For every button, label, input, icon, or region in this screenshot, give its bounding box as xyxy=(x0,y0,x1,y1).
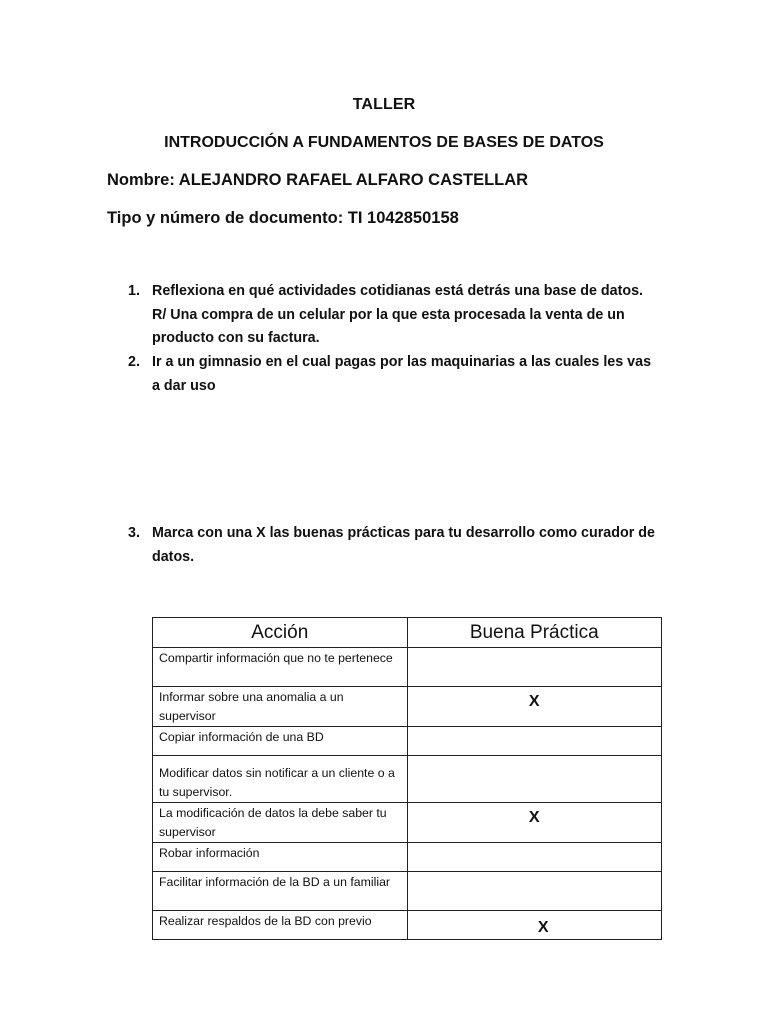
action-cell: Compartir información que no te pertenece xyxy=(153,648,408,687)
table-row xyxy=(153,687,662,727)
table-row xyxy=(153,911,662,940)
table-row xyxy=(153,727,662,756)
mark-cell xyxy=(407,756,662,803)
action-cell: Copiar información de una BD xyxy=(153,727,408,756)
question-number: 1. xyxy=(128,283,140,299)
action-cell: Facilitar información de la BD a un familiar xyxy=(153,872,408,911)
header-good-practice: Buena Práctica xyxy=(407,618,662,648)
document-subtitle: INTRODUCCIÓN A FUNDAMENTOS DE BASES DE DATOS xyxy=(164,134,604,151)
question-2 xyxy=(128,351,658,398)
mark-cell xyxy=(407,843,662,872)
question-text: Reflexiona en qué actividades cotidianas está detrás una base de datos. R/ Una compra de un celular por la que esta procesada la venta de un producto con su factura. xyxy=(152,283,644,346)
table-row xyxy=(153,872,662,911)
question-3 xyxy=(128,522,658,569)
document-title: TALLER xyxy=(352,96,416,113)
table-row xyxy=(153,803,662,843)
header-action: Acción xyxy=(153,618,408,648)
table-row xyxy=(153,756,662,803)
question-1 xyxy=(128,280,658,351)
document-id: Tipo y número de documento: TI 1042850158 xyxy=(107,209,459,227)
mark-cell: X xyxy=(407,911,662,940)
question-number: 2. xyxy=(128,354,140,370)
table-row xyxy=(153,843,662,872)
question-number: 3. xyxy=(128,525,140,541)
table-row xyxy=(153,648,662,687)
mark-cell xyxy=(407,872,662,911)
question-text: Ir a un gimnasio en el cual pagas por las maquinarias a las cuales les vas a dar uso xyxy=(152,354,652,394)
action-cell: La modificación de datos la debe saber tu supervisor xyxy=(153,803,408,843)
mark-cell: X xyxy=(407,687,662,727)
action-cell: Informar sobre una anomalia a un supervisor xyxy=(153,687,408,727)
student-name: Nombre: ALEJANDRO RAFAEL ALFARO CASTELLAR xyxy=(107,171,529,189)
table-header-row xyxy=(153,618,662,648)
action-cell: Robar información xyxy=(153,843,408,872)
mark-cell xyxy=(407,648,662,687)
mark-cell xyxy=(407,727,662,756)
good-practices-table xyxy=(152,617,662,940)
action-cell: Realizar respaldos de la BD con previo xyxy=(153,911,408,940)
action-cell: Modificar datos sin notificar a un cliente o a tu supervisor. xyxy=(153,756,408,803)
question-text: Marca con una X las buenas prácticas para tu desarrollo como curador de datos. xyxy=(152,525,655,565)
mark-cell: X xyxy=(407,803,662,843)
